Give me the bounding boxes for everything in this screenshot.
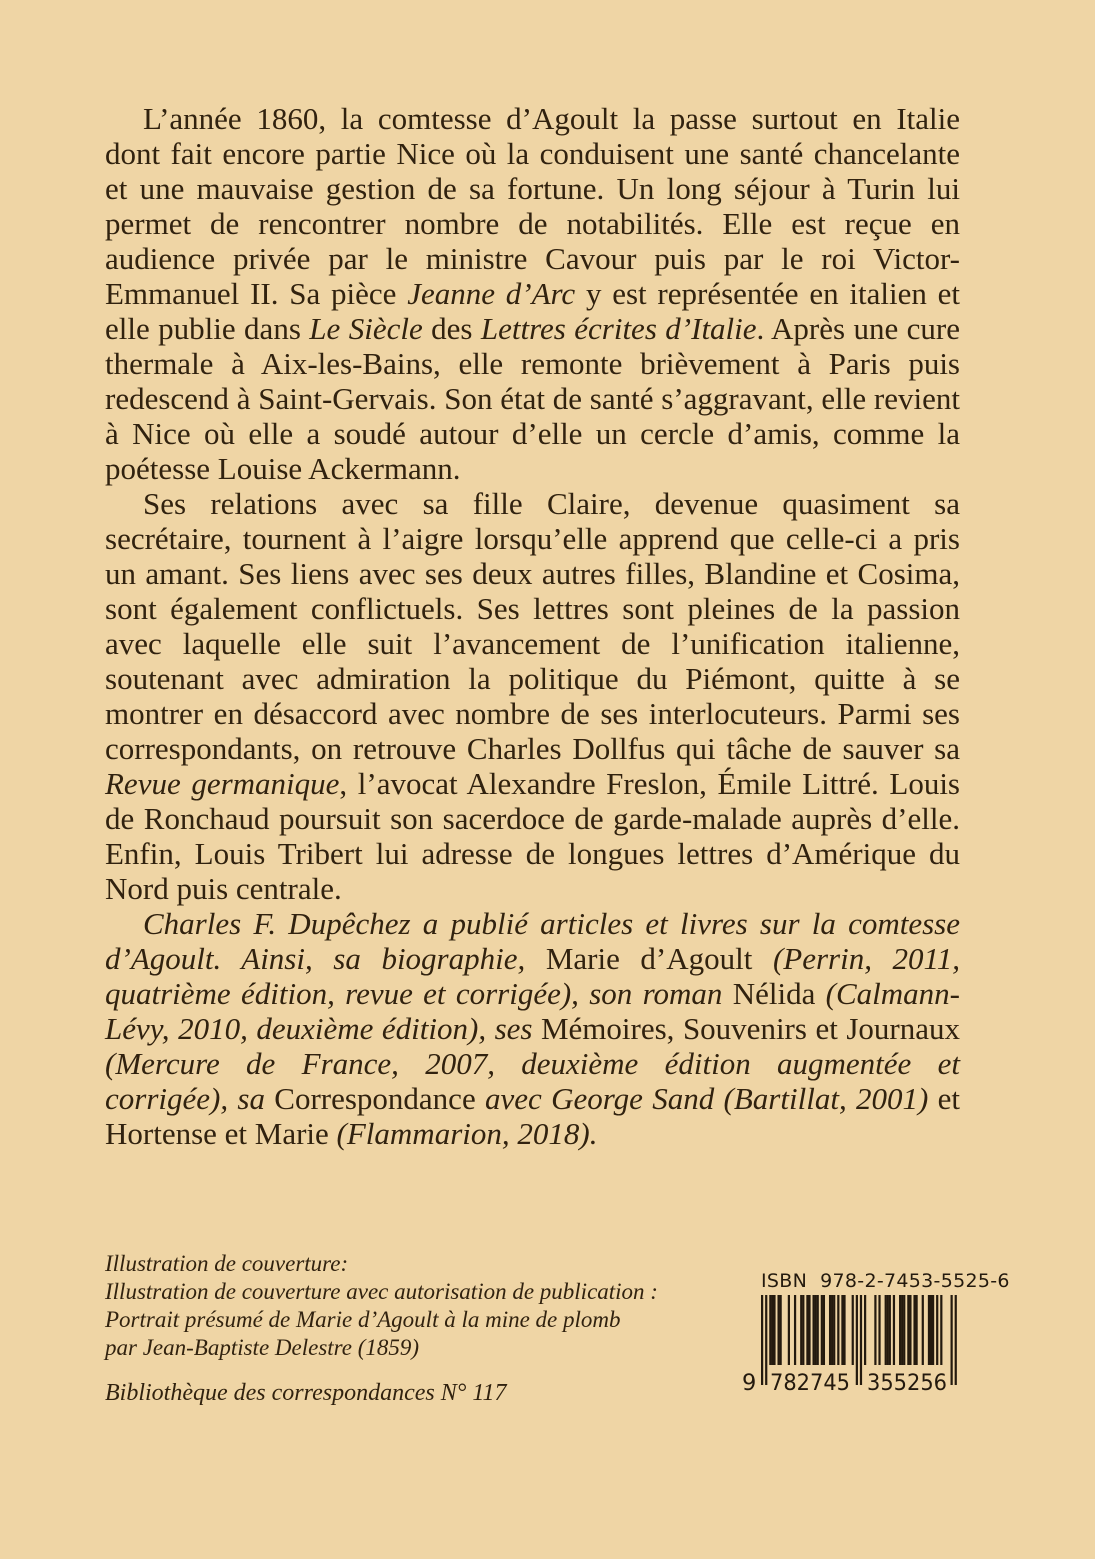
collection-line: Bibliothèque des correspondances N° 117: [105, 1380, 507, 1406]
text-segment: , l’avocat Alexandre Freslon, Émile Littré. Louis de Ronchaud poursuit son sacerdoce de garde-malade auprès d’elle. Enfin, Louis Tribert lui adresse de longues lettres d’Amérique du Nord puis centrale.: [105, 766, 960, 906]
barcode-bar: [802, 1295, 804, 1365]
barcode-bar: [893, 1295, 895, 1365]
barcode-bar: [916, 1295, 918, 1365]
barcode-bar: [852, 1295, 854, 1365]
ean13-barcode-svg: [740, 1295, 962, 1393]
barcode-bar: [806, 1295, 808, 1365]
barcode-bar: [831, 1295, 833, 1365]
barcode-bar: [955, 1295, 957, 1385]
barcode-bar: [780, 1295, 782, 1365]
barcode-bar: [808, 1295, 810, 1365]
barcode-bar: [773, 1295, 775, 1365]
barcode-bar: [829, 1295, 831, 1365]
barcode-bar: [936, 1295, 938, 1365]
barcode-bar: [940, 1295, 942, 1365]
back-cover-text: [105, 101, 960, 1151]
synopsis-paragraph-1: [105, 101, 960, 486]
barcode-digits-group2: 355256: [867, 1370, 947, 1393]
barcode-bar: [821, 1295, 823, 1365]
italic-text-segment: avec George Sand (Bartillat, 2001): [475, 1081, 938, 1116]
barcode-bar: [903, 1295, 905, 1365]
barcode-bar: [794, 1295, 796, 1365]
barcode-bar: [856, 1295, 858, 1385]
italic-text-segment: Jeanne d’Arc: [407, 276, 576, 311]
author-note: [105, 906, 960, 1151]
credit-line-2: Illustration de couverture avec autorisation de publication :: [105, 1279, 658, 1304]
barcode-bar: [777, 1295, 779, 1365]
barcode-bar: [878, 1295, 880, 1365]
italic-text-segment: (Perrin, 2011, quatrième édition, revue et corrigée), son roman: [105, 941, 960, 1011]
credits-block: [105, 1250, 658, 1407]
barcode-digit-left: 9: [742, 1370, 757, 1393]
barcode-bar: [843, 1295, 845, 1365]
isbn-number: 978-2-7453-5525-6: [820, 1270, 1010, 1292]
italic-text-segment: (Flammarion, 2018).: [328, 1116, 598, 1151]
italic-text-segment: Charles F. Dupêchez a publié articles et livres sur la comtesse d’Agoult. Ainsi, sa biographie,: [105, 906, 960, 976]
barcode-bar: [864, 1295, 866, 1365]
barcode-bar: [860, 1295, 862, 1385]
text-segment: Correspondance: [274, 1081, 476, 1116]
barcode-bar: [817, 1295, 819, 1365]
barcode-bar: [913, 1295, 915, 1365]
text-segment: L’année 1860, la comtesse d’Agoult la passe surtout en Italie dont fait encore partie Nice où la conduisent une santé chancelante et une mauvaise gestion de sa fortune. Un long séjour à Turin lui permet de rencontrer nombre de notabilités. Elle est reçue en audience privée par le ministre Cavour puis par le roi Victor-Emmanuel II. Sa pièce: [105, 101, 960, 311]
barcode-bar: [771, 1295, 773, 1365]
barcode-bar: [800, 1295, 802, 1365]
barcode-bar: [951, 1295, 953, 1385]
barcode-bar: [841, 1295, 843, 1365]
barcode-bar: [815, 1295, 817, 1365]
barcode-bar: [930, 1295, 932, 1365]
barcode-bar: [837, 1295, 839, 1365]
text-segment: des: [422, 311, 481, 346]
italic-text-segment: Le Siècle: [309, 311, 423, 346]
barcode-bar: [889, 1295, 891, 1365]
isbn-row: [761, 1270, 1010, 1292]
barcode-bar: [885, 1295, 887, 1365]
barcode-bar: [922, 1295, 924, 1365]
italic-text-segment: (Mercure de France, 2007, deuxième édition augmentée et corrigée), sa: [105, 1046, 960, 1116]
barcode-bar: [887, 1295, 889, 1365]
text-segment: Nélida: [732, 976, 816, 1011]
barcode-bar: [823, 1295, 825, 1365]
barcode-bar: [899, 1295, 901, 1365]
barcode-bar: [765, 1295, 767, 1385]
barcode-bar: [874, 1295, 876, 1365]
barcode-bar: [761, 1295, 763, 1385]
text-segment: et Hortense et Marie: [105, 1081, 961, 1151]
text-segment: Ses relations avec sa fille Claire, devenue quasiment sa secrétaire, tournent à l’aigre lorsqu’elle apprend que celle-ci a pris un amant. Ses liens avec ses deux autres filles, Blandine et Cosima, sont également conflictuels. Ses lettres sont pleines de la passion avec laquelle elle suit l’avancement de l’unification italienne, soutenant avec admiration la politique du Piémont, quitte à se montrer en désaccord avec nombre de ses interlocuteurs. Parmi ses correspondants, on retrouve Charles Dollfus qui tâche de sauver sa: [105, 486, 960, 766]
barcode-bar: [932, 1295, 934, 1365]
text-segment: y est représentée en italien et elle publie dans: [105, 276, 960, 346]
credit-line-1: Illustration de couverture:: [105, 1251, 349, 1276]
credit-line-3: Portrait présumé de Marie d’Agoult à la mine de plomb: [105, 1307, 621, 1332]
credit-line-4: par Jean-Baptiste Delestre (1859): [105, 1335, 420, 1360]
isbn-label: ISBN: [761, 1270, 808, 1292]
text-segment: Marie d’Agoult: [545, 941, 753, 976]
barcode-bar: [901, 1295, 903, 1365]
text-segment: Mémoires, Souvenirs et Journaux: [540, 1011, 960, 1046]
barcode-block: [740, 1270, 1010, 1393]
barcode-bar: [909, 1295, 911, 1365]
barcode-bar: [907, 1295, 909, 1365]
text-segment: . Après une cure thermale à Aix-les-Bains, elle remonte brièvement à Paris puis redescend à Saint-Gervais. Son état de santé s’aggravant, elle revient à Nice où elle a soudé autour d’elle un cercle d’amis, comme la poétesse Louise Ackermann.: [105, 311, 960, 486]
barcode-digits-group1: 782745: [770, 1370, 850, 1393]
barcode-bar: [788, 1295, 790, 1365]
synopsis-paragraph-2: [105, 486, 960, 906]
italic-text-segment: Lettres écrites d’Italie: [480, 311, 757, 346]
italic-text-segment: Revue germanique: [105, 766, 340, 801]
barcode-bar: [769, 1295, 771, 1365]
barcode-bar: [928, 1295, 930, 1365]
barcode-bar: [813, 1295, 815, 1365]
italic-text-segment: (Calmann-Lévy, 2010, deuxième édition), ses: [105, 976, 960, 1046]
barcode-bar: [833, 1295, 835, 1365]
